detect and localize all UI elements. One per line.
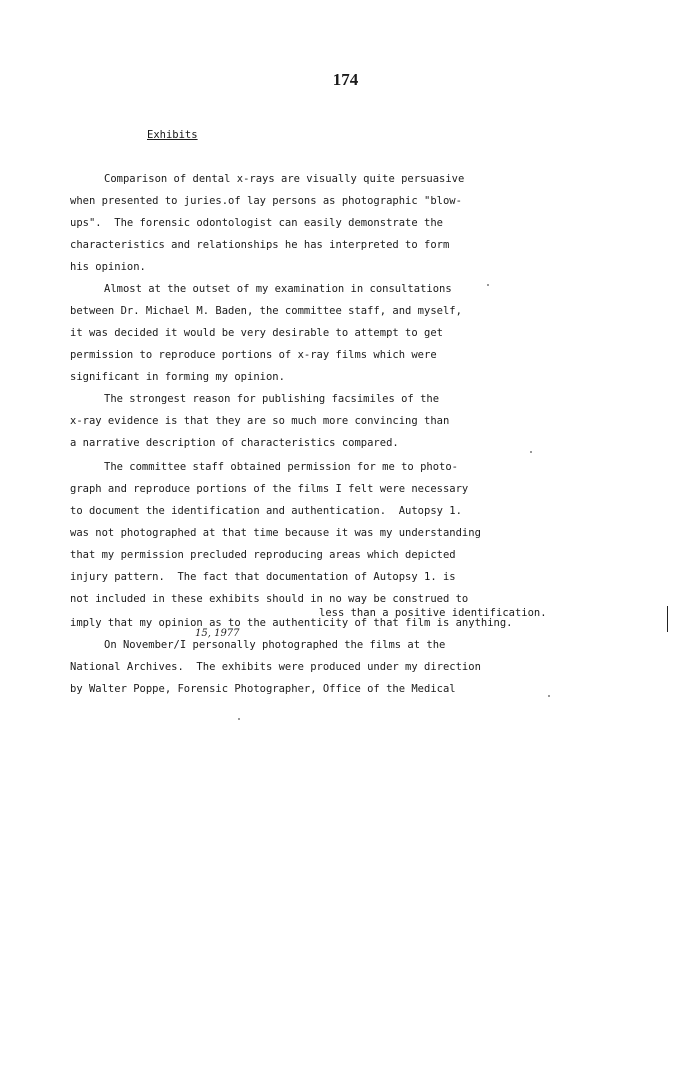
scan-speck <box>238 718 240 720</box>
body-line: characteristics and relationships he has interpreted to form <box>70 239 450 251</box>
body-line: significant in forming my opinion. <box>70 371 285 383</box>
body-line: was not photographed at that time because it was my understanding <box>70 527 481 539</box>
body-line: Comparison of dental x-rays are visually quite persuasive <box>104 173 465 185</box>
scan-speck <box>530 451 532 453</box>
body-line: a narrative description of characteristics compared. <box>70 437 399 449</box>
body-line: injury pattern. The fact that documentation of Autopsy 1. is <box>70 571 456 583</box>
body-line: by Walter Poppe, Forensic Photographer, Office of the Medical <box>70 683 456 695</box>
body-line: it was decided it would be very desirable to attempt to get <box>70 327 443 339</box>
body-line: to document the identification and authentication. Autopsy 1. <box>70 505 462 517</box>
body-line: when presented to juries.of lay persons as photographic "blow- <box>70 195 462 207</box>
body-line: imply that my opinion as to the authenticity of that film is anything. <box>70 617 513 629</box>
page-number: 174 <box>332 70 359 89</box>
body-line: graph and reproduce portions of the films I felt were necessary <box>70 483 469 495</box>
body-line: ups". The forensic odontologist can easily demonstrate the <box>70 217 443 229</box>
body-line: his opinion. <box>70 261 146 273</box>
body-line: National Archives. The exhibits were produced under my direction <box>70 661 481 673</box>
body-line: between Dr. Michael M. Baden, the committee staff, and myself, <box>70 305 462 317</box>
body-line: On November/I personally photographed the films at the <box>104 639 446 651</box>
correction-mark <box>667 606 668 632</box>
body-line: not included in these exhibits should in no way be construed to <box>70 593 469 605</box>
body-line: The strongest reason for publishing facsimiles of the <box>104 393 440 405</box>
section-heading: Exhibits <box>147 129 198 141</box>
interlinear-insert: less than a positive identification. <box>319 607 547 619</box>
scan-speck <box>548 695 550 697</box>
handwritten-date: 15, 1977 <box>195 628 240 639</box>
body-line: Almost at the outset of my examination in consultations <box>104 283 452 295</box>
body-line: permission to reproduce portions of x-ray films which were <box>70 349 437 361</box>
body-line: that my permission precluded reproducing areas which depicted <box>70 549 456 561</box>
scan-speck <box>487 284 489 286</box>
body-line: The committee staff obtained permission for me to photo- <box>104 461 459 473</box>
body-line: x-ray evidence is that they are so much more convincing than <box>70 415 450 427</box>
